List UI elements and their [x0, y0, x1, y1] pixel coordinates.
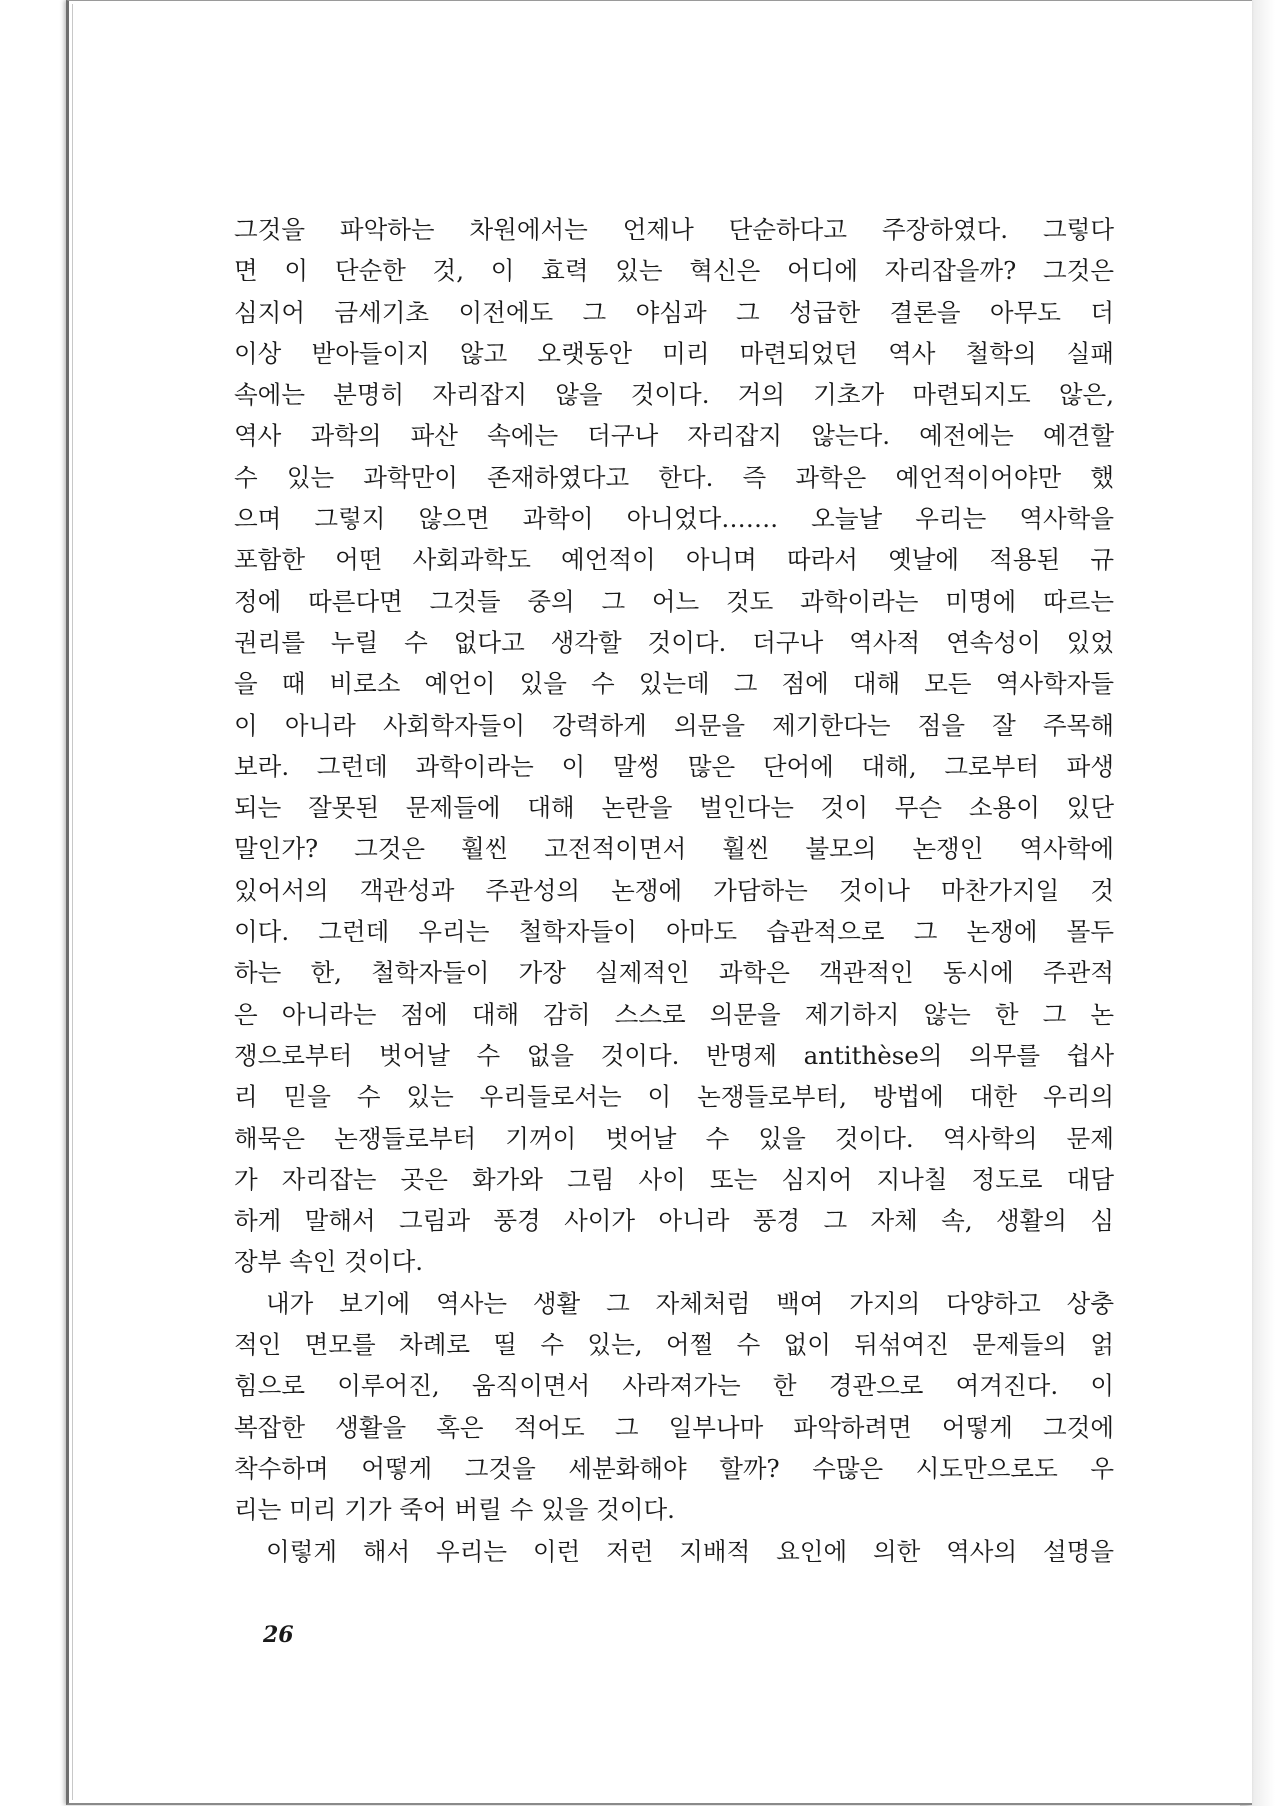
- text-line: 으며 그렇지 않으면 과학이 아니었다……. 오늘날 우리는 역사학을: [234, 504, 1114, 534]
- text-line: 면 이 단순한 것, 이 효력 있는 혁신은 어디에 자리잡을까? 그것은: [234, 256, 1114, 286]
- text-line: 을 때 비로소 예언이 있을 수 있는데 그 점에 대해 모든 역사학자들: [234, 669, 1114, 699]
- text-line: 정에 따른다면 그것들 중의 그 어느 것도 과학이라는 미명에 따르는: [234, 586, 1114, 616]
- text-line: 보라. 그런데 과학이라는 이 말썽 많은 단어에 대해, 그로부터 파생: [234, 751, 1114, 781]
- text-line: 적인 면모를 차례로 띨 수 있는, 어쩔 수 없이 뒤섞여진 문제들의 얽: [234, 1330, 1114, 1360]
- text-line: 그것을 파악하는 차원에서는 언제나 단순하다고 주장하였다. 그렇다: [234, 215, 1114, 244]
- text-line: 리 믿을 수 있는 우리들로서는 이 논쟁들로부터, 방법에 대한 우리의: [234, 1082, 1114, 1112]
- text-line: 착수하며 어떻게 그것을 세분화해야 할까? 수많은 시도만으로도 우: [234, 1453, 1114, 1483]
- text-line: 이렇게 해서 우리는 이런 저런 지배적 요인에 의한 역사의 설명을: [266, 1536, 1114, 1566]
- text-line: 있어서의 객관성과 주관성의 논쟁에 가담하는 것이나 마찬가지일 것: [234, 875, 1114, 905]
- text-line: 하게 말해서 그림과 풍경 사이가 아니라 풍경 그 자체 속, 생활의 심: [234, 1206, 1114, 1236]
- text-line: 되는 잘못된 문제들에 대해 논란을 벌인다는 것이 무슨 소용이 있단: [234, 793, 1114, 823]
- text-line: 복잡한 생활을 혹은 적어도 그 일부나마 파악하려면 어떻게 그것에: [234, 1412, 1114, 1442]
- text-line: 내가 보기에 역사는 생활 그 자체처럼 백여 가지의 다양하고 상충: [266, 1288, 1114, 1318]
- text-line: 해묵은 논쟁들로부터 기꺼이 벗어날 수 있을 것이다. 역사학의 문제: [234, 1123, 1114, 1153]
- text-line: 리는 미리 기가 죽어 버릴 수 있을 것이다.: [234, 1495, 675, 1525]
- text-line: 이 아니라 사회학자들이 강력하게 의문을 제기한다는 점을 잘 주목해: [234, 710, 1114, 740]
- text-line: 하는 한, 철학자들이 가장 실제적인 과학은 객관적인 동시에 주관적: [234, 958, 1114, 988]
- text-line: 포함한 어떤 사회과학도 예언적이 아니며 따라서 옛날에 적용된 규: [234, 545, 1114, 575]
- text-line: 힘으로 이루어진, 움직이면서 사라져가는 한 경관으로 여겨진다. 이: [234, 1371, 1114, 1401]
- page-number: 26: [263, 1622, 294, 1648]
- text-line: 심지어 금세기초 이전에도 그 야심과 그 성급한 결론을 아무도 더: [234, 297, 1114, 327]
- text-line: 이상 받아들이지 않고 오랫동안 미리 마련되었던 역사 철학의 실패: [234, 338, 1114, 368]
- text-line: 쟁으로부터 벗어날 수 없을 것이다. 반명제 antithèse의 의무를 쉽사: [234, 1040, 1114, 1070]
- text-line: 역사 과학의 파산 속에는 더구나 자리잡지 않는다. 예전에는 예견할: [234, 421, 1114, 451]
- text-line: 말인가? 그것은 훨씬 고전적이면서 훨씬 불모의 논쟁인 역사학에: [234, 834, 1114, 864]
- text-line: 가 자리잡는 곳은 화가와 그림 사이 또는 심지어 지나칠 정도로 대담: [234, 1164, 1114, 1194]
- page-spine-line: [72, 4, 73, 1800]
- body-text: [234, 209, 1114, 1572]
- text-line: 은 아니라는 점에 대해 감히 스스로 의문을 제기하지 않는 한 그 논: [234, 999, 1114, 1029]
- text-line: 장부 속인 것이다.: [234, 1247, 424, 1277]
- text-line: 수 있는 과학만이 존재하였다고 한다. 즉 과학은 예언적이어야만 했: [234, 462, 1114, 492]
- text-line: 이다. 그런데 우리는 철학자들이 아마도 습관적으로 그 논쟁에 몰두: [234, 917, 1114, 947]
- text-line: 권리를 누릴 수 없다고 생각할 것이다. 더구나 역사적 연속성이 있었: [234, 627, 1114, 657]
- text-line: 속에는 분명히 자리잡지 않을 것이다. 거의 기초가 마련되지도 않은,: [234, 380, 1114, 410]
